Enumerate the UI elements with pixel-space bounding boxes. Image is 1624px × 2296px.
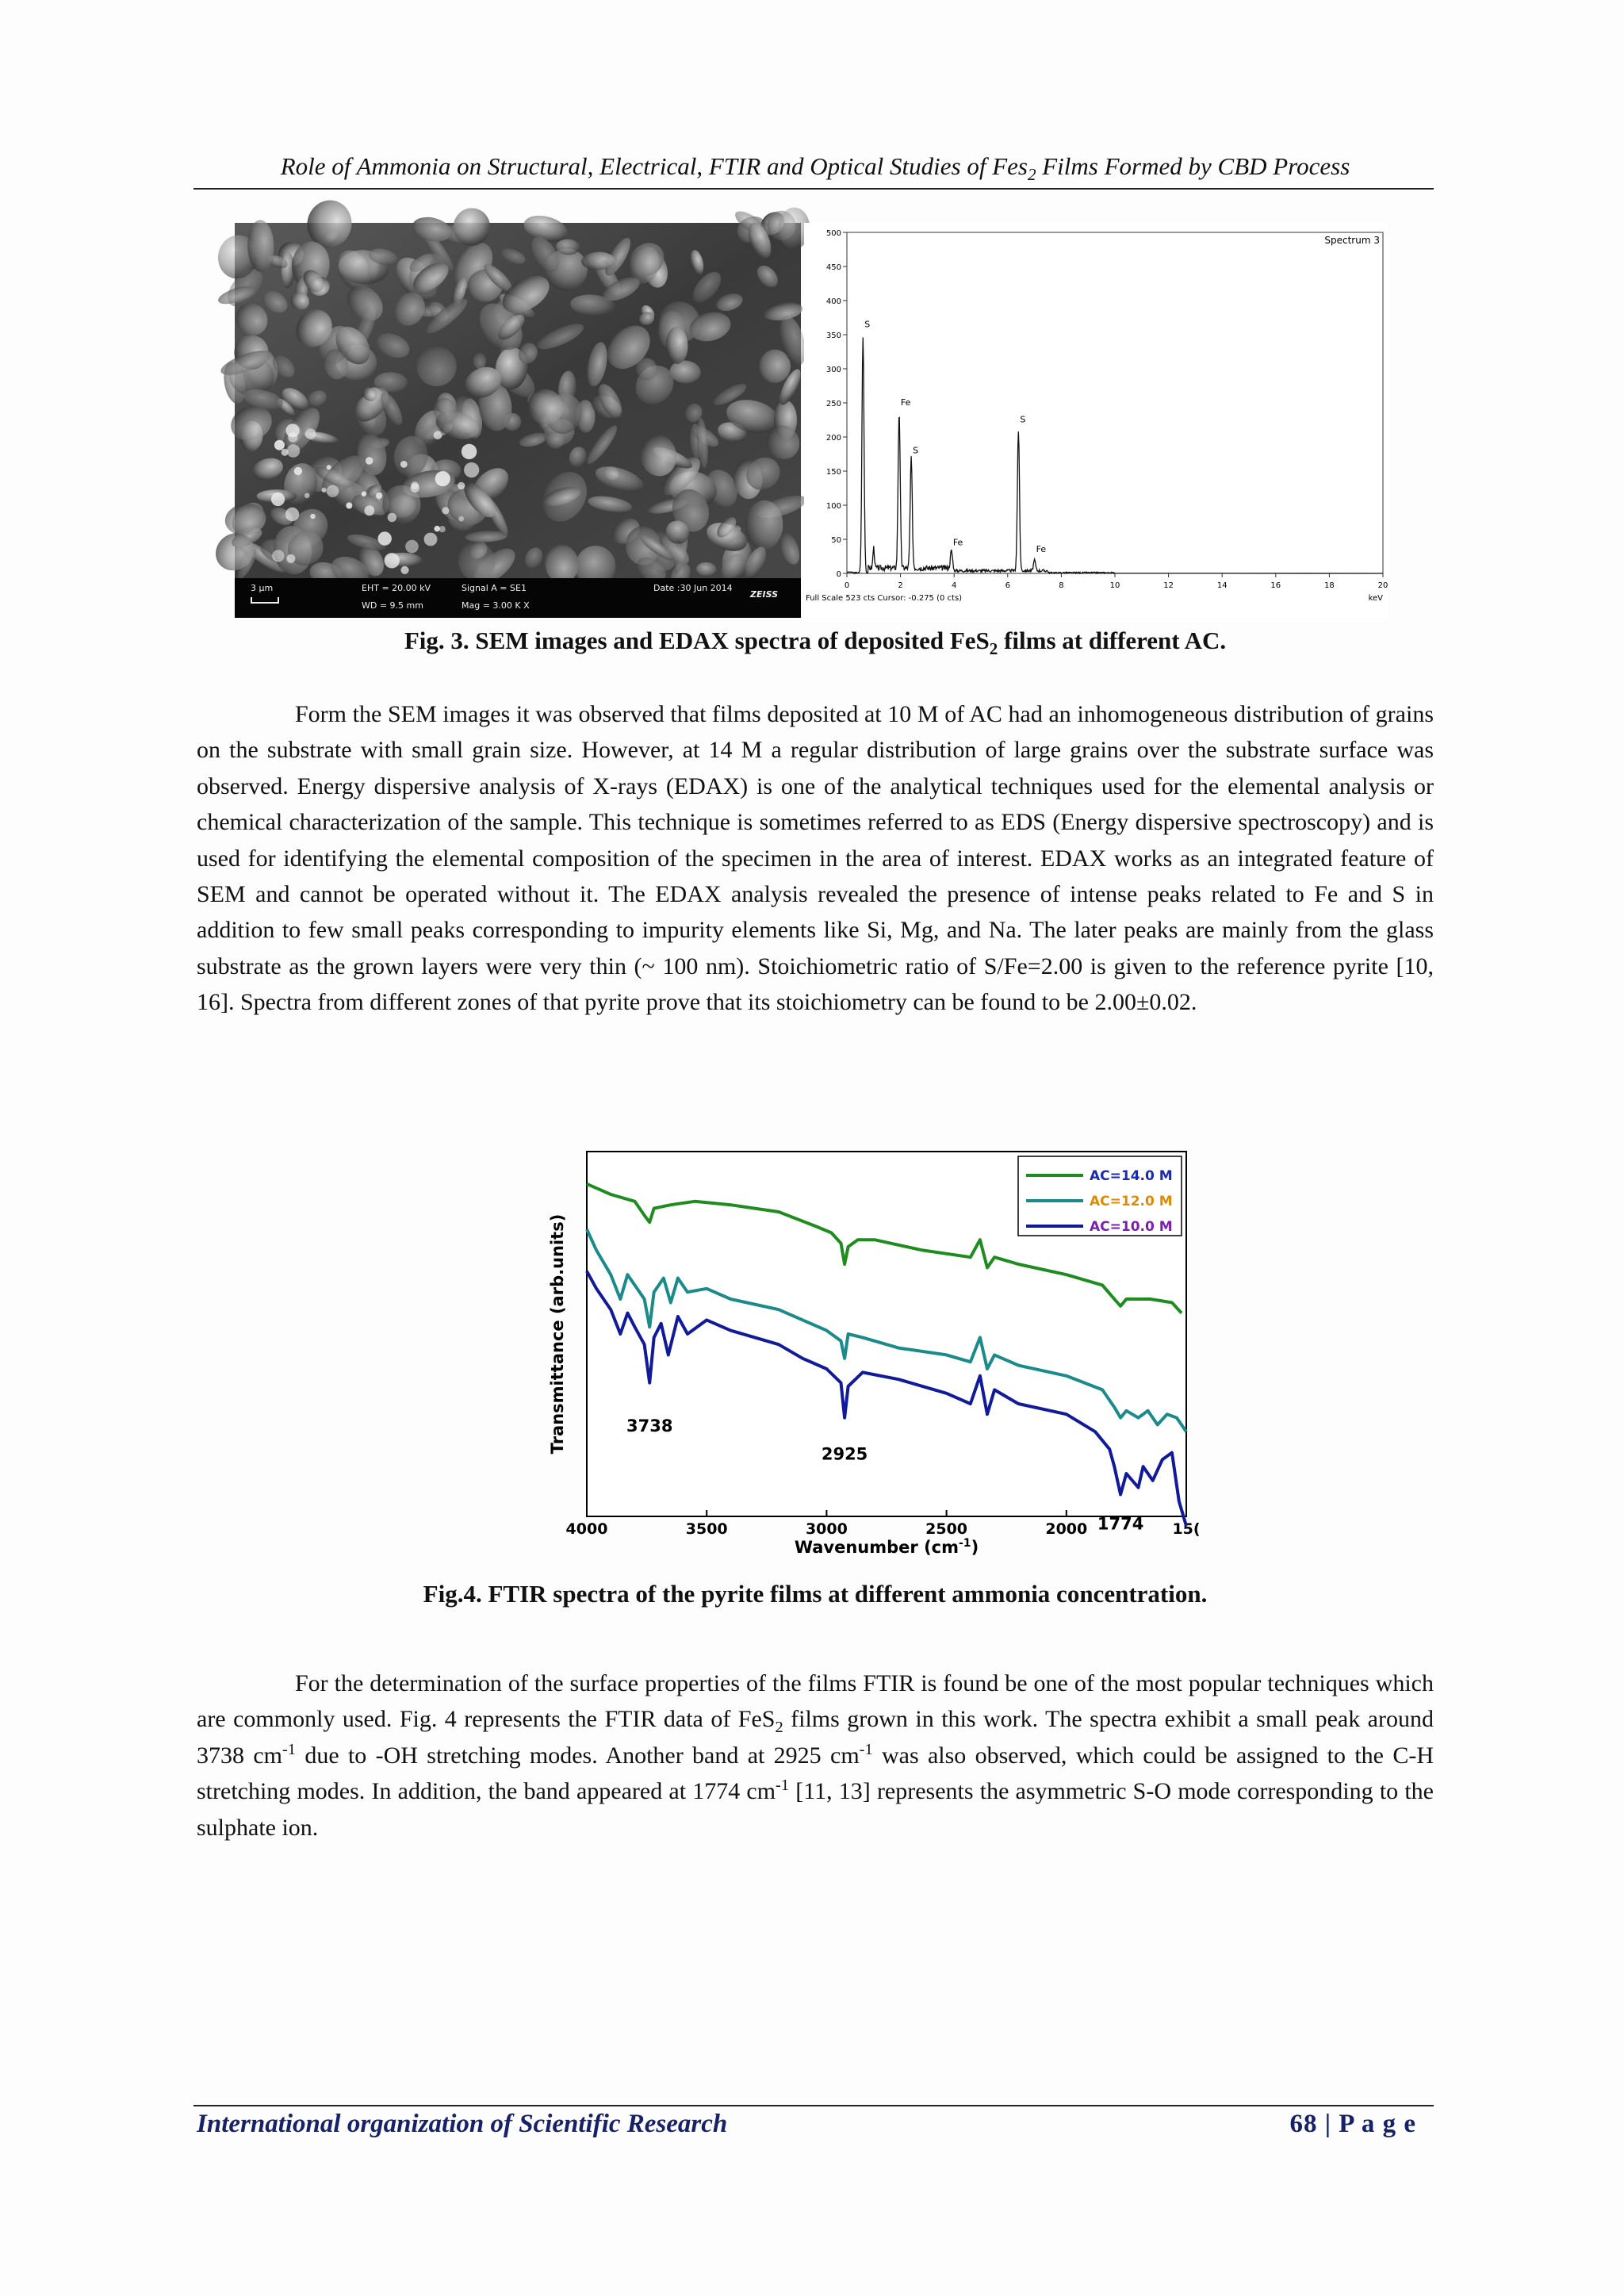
sem-bright-grain bbox=[442, 507, 449, 514]
sem-texture bbox=[235, 223, 801, 578]
sem-bright-grain bbox=[271, 493, 285, 506]
footer-page-number: 68 | P a g e bbox=[1289, 2110, 1416, 2138]
edax-y-tick-label: 200 bbox=[825, 434, 841, 443]
sem-bright-grain bbox=[322, 488, 327, 493]
sem-bright-grain bbox=[304, 493, 310, 499]
sem-scale-text: 3 µm bbox=[251, 583, 274, 593]
sem-bright-grain bbox=[462, 444, 477, 459]
edax-peak-label: Fe bbox=[900, 397, 911, 408]
ftir-legend-label: AC=10.0 M bbox=[1090, 1219, 1173, 1235]
edax-peak-label: Fe bbox=[952, 537, 963, 548]
footer-rule bbox=[193, 2105, 1434, 2106]
sem-bright-grain bbox=[327, 485, 339, 497]
edax-y-tick-label: 300 bbox=[825, 366, 841, 374]
edax-plot-frame bbox=[847, 232, 1383, 573]
sem-bright-grain bbox=[364, 505, 374, 516]
sem-image bbox=[235, 223, 801, 618]
edax-x-tick-label: 18 bbox=[1324, 581, 1335, 590]
sem-bright-grain bbox=[327, 465, 331, 470]
ftir-x-tick-label: 2500 bbox=[925, 1520, 968, 1538]
sem-bright-grain bbox=[464, 462, 479, 477]
body-paragraph-2: For the determination of the surface properties of the films FTIR is found be one of the most popular techniques which are commonly used. Fig. 4 represents the FTIR data of FeS$_2$ films grown in this work. The spectra exhibit a small peak around 3738 $cm^{-1}$ due to -OH stretching modes. Another band at 2925 $cm^{-1}$ was also observed, which could be assigned to the C-H stretching modes. In addition, the band appeared at 1774 $cm^{-1}$ [11, 13] represents the asymmetric S-O mode corresponding to the sulphate ion. bbox=[197, 1670, 1434, 1841]
ftir-legend-label: AC=14.0 M bbox=[1090, 1168, 1173, 1184]
edax-x-tick-label: 2 bbox=[898, 581, 903, 590]
sem-scale-bar bbox=[251, 597, 279, 604]
sem-bright-grain bbox=[362, 492, 366, 496]
sem-bright-grain bbox=[458, 482, 465, 489]
edax-peak-label: Fe bbox=[1036, 544, 1047, 555]
sem-bright-grain bbox=[424, 533, 438, 546]
edax-y-tick-label: 500 bbox=[825, 229, 841, 238]
sem-bright-grain bbox=[274, 440, 285, 450]
ftir-x-tick-label: 15( bbox=[1172, 1520, 1201, 1538]
sem-bright-grain bbox=[310, 514, 316, 519]
edax-peak-label: S bbox=[1020, 414, 1026, 425]
ftir-peak-annotation: 2925 bbox=[821, 1444, 868, 1464]
edax-y-tick-label: 350 bbox=[825, 332, 841, 340]
sem-bright-grain bbox=[405, 540, 419, 554]
edax-y-tick-label: 250 bbox=[825, 400, 841, 408]
edax-x-tick-label: 6 bbox=[1005, 581, 1010, 590]
edax-y-tick-label: 50 bbox=[831, 536, 841, 545]
edax-y-tick-label: 0 bbox=[836, 570, 841, 579]
sem-bright-grain bbox=[434, 431, 442, 439]
sem-bright-grain bbox=[400, 461, 408, 468]
body-paragraph-1: Form the SEM images it was observed that films deposited at 10 M of AC had an inhomogeneous distribution of grains on the substrate with small grain size. However, at 14 M a regular distribution of large grains over the substrate surface was observed. Energy dispersive analysis of X-rays (EDAX) is one of the analytical techniques used for the elemental analysis or chemical characterization of the sample. This technique is sometimes referred to as EDS (Energy dispersive spectroscopy) and is used for identifying the elemental composition of the specimen in the area of interest. EDAX works as an integrated feature of SEM and cannot be operated without it. The EDAX analysis revealed the presence of intense peaks related to Fe and S in addition to few small peaks corresponding to impurity elements like Si, Mg, and Na. The later peaks are mainly from the glass substrate as the grown layers were very thin (~ 100 nm). Stoichiometric ratio of S/Fe=2.00 is given to the reference pyrite [10, 16]. Spectra from different zones of that pyrite prove that its stoichiometry can be found to be 2.00±0.02. bbox=[197, 701, 1434, 1016]
edax-peak-label: S bbox=[864, 319, 871, 330]
edax-x-unit: keV bbox=[1368, 594, 1383, 603]
ftir-x-tick-label: 3000 bbox=[805, 1520, 848, 1538]
sem-bright-grain bbox=[286, 554, 295, 563]
sem-bright-grain bbox=[439, 526, 446, 532]
sem-bright-grain bbox=[346, 503, 352, 509]
edax-x-tick-label: 8 bbox=[1059, 581, 1064, 590]
sem-wd: WD = 9.5 mm bbox=[362, 600, 423, 611]
ftir-legend-label: AC=12.0 M bbox=[1090, 1194, 1173, 1209]
sem-info-bar bbox=[235, 578, 801, 618]
edax-peak-label: S bbox=[913, 445, 919, 456]
ftir-peak-annotation: 3738 bbox=[626, 1416, 673, 1436]
edax-x-tick-label: 12 bbox=[1163, 581, 1174, 590]
edax-x-tick-label: 10 bbox=[1109, 581, 1120, 590]
edax-chart bbox=[804, 223, 1388, 618]
ftir-chart bbox=[546, 1142, 1201, 1570]
sem-bright-grain bbox=[305, 428, 316, 439]
sem-bright-grain bbox=[411, 481, 419, 489]
figure-4-caption: Fig.4. FTIR spectra of the pyrite films at different ammonia concentration. bbox=[423, 1580, 1208, 1608]
ftir-peak-annotation: 1774 bbox=[1097, 1514, 1144, 1534]
sem-bright-grain bbox=[287, 444, 301, 458]
edax-x-tick-label: 4 bbox=[952, 581, 957, 590]
ftir-y-axis-label: Transmittance (arb.units) bbox=[548, 1213, 567, 1455]
sem-bright-grain bbox=[272, 550, 284, 562]
edax-x-tick-label: 14 bbox=[1216, 581, 1228, 590]
edax-footer-text: Full Scale 523 cts Cursor: -0.275 (0 cts) bbox=[806, 594, 963, 603]
ftir-x-tick-label: 3500 bbox=[685, 1520, 728, 1538]
sem-bright-grain bbox=[376, 493, 382, 499]
edax-y-tick-label: 450 bbox=[825, 263, 841, 272]
figure-3-caption: Fig. 3. SEM images and EDAX spectra of deposited FeS$_2$ films at different AC. bbox=[404, 627, 1227, 659]
sem-bright-grain bbox=[285, 508, 299, 521]
ftir-x-axis-label: Wavenumber $(cm^{-1})$ bbox=[794, 1537, 979, 1557]
sem-bright-grain bbox=[400, 566, 408, 574]
footer-journal: International organization of Scientific Research bbox=[197, 2110, 728, 2138]
edax-y-tick-label: 400 bbox=[825, 297, 841, 306]
sem-date: Date :30 Jun 2014 bbox=[653, 583, 733, 593]
edax-y-tick-label: 150 bbox=[825, 468, 841, 477]
sem-signal: Signal A = SE1 bbox=[462, 583, 527, 593]
edax-spectrum-label: Spectrum 3 bbox=[1324, 235, 1380, 246]
running-header: Role of Ammonia on Structural, Electrical, FTIR and Optical Studies of Fes$_2$ Films Formed by CBD Process bbox=[280, 152, 1350, 185]
ftir-chart-svg bbox=[546, 1142, 1201, 1570]
sem-bright-grain bbox=[385, 553, 400, 568]
sem-bright-grain bbox=[288, 432, 297, 442]
edax-x-tick-label: 20 bbox=[1377, 581, 1388, 590]
edax-x-tick-label: 0 bbox=[844, 581, 850, 590]
sem-bright-grain bbox=[458, 516, 464, 522]
sem-eht: EHT = 20.00 kV bbox=[362, 583, 431, 593]
ftir-x-tick-label: 4000 bbox=[565, 1520, 608, 1538]
sem-bright-grain bbox=[435, 471, 450, 486]
edax-panel bbox=[804, 223, 1388, 618]
edax-y-tick-label: 100 bbox=[825, 502, 841, 511]
sem-bright-grain bbox=[378, 531, 392, 545]
header-rule bbox=[193, 188, 1434, 190]
zeiss-logo: ZEISS bbox=[750, 589, 779, 600]
sem-bright-grain bbox=[366, 457, 373, 465]
sem-bright-grain bbox=[388, 513, 396, 522]
ftir-x-tick-label: 2000 bbox=[1045, 1520, 1088, 1538]
sem-mag: Mag = 3.00 K X bbox=[462, 600, 530, 611]
edax-x-tick-label: 16 bbox=[1270, 581, 1281, 590]
sem-bright-grain bbox=[294, 467, 302, 475]
